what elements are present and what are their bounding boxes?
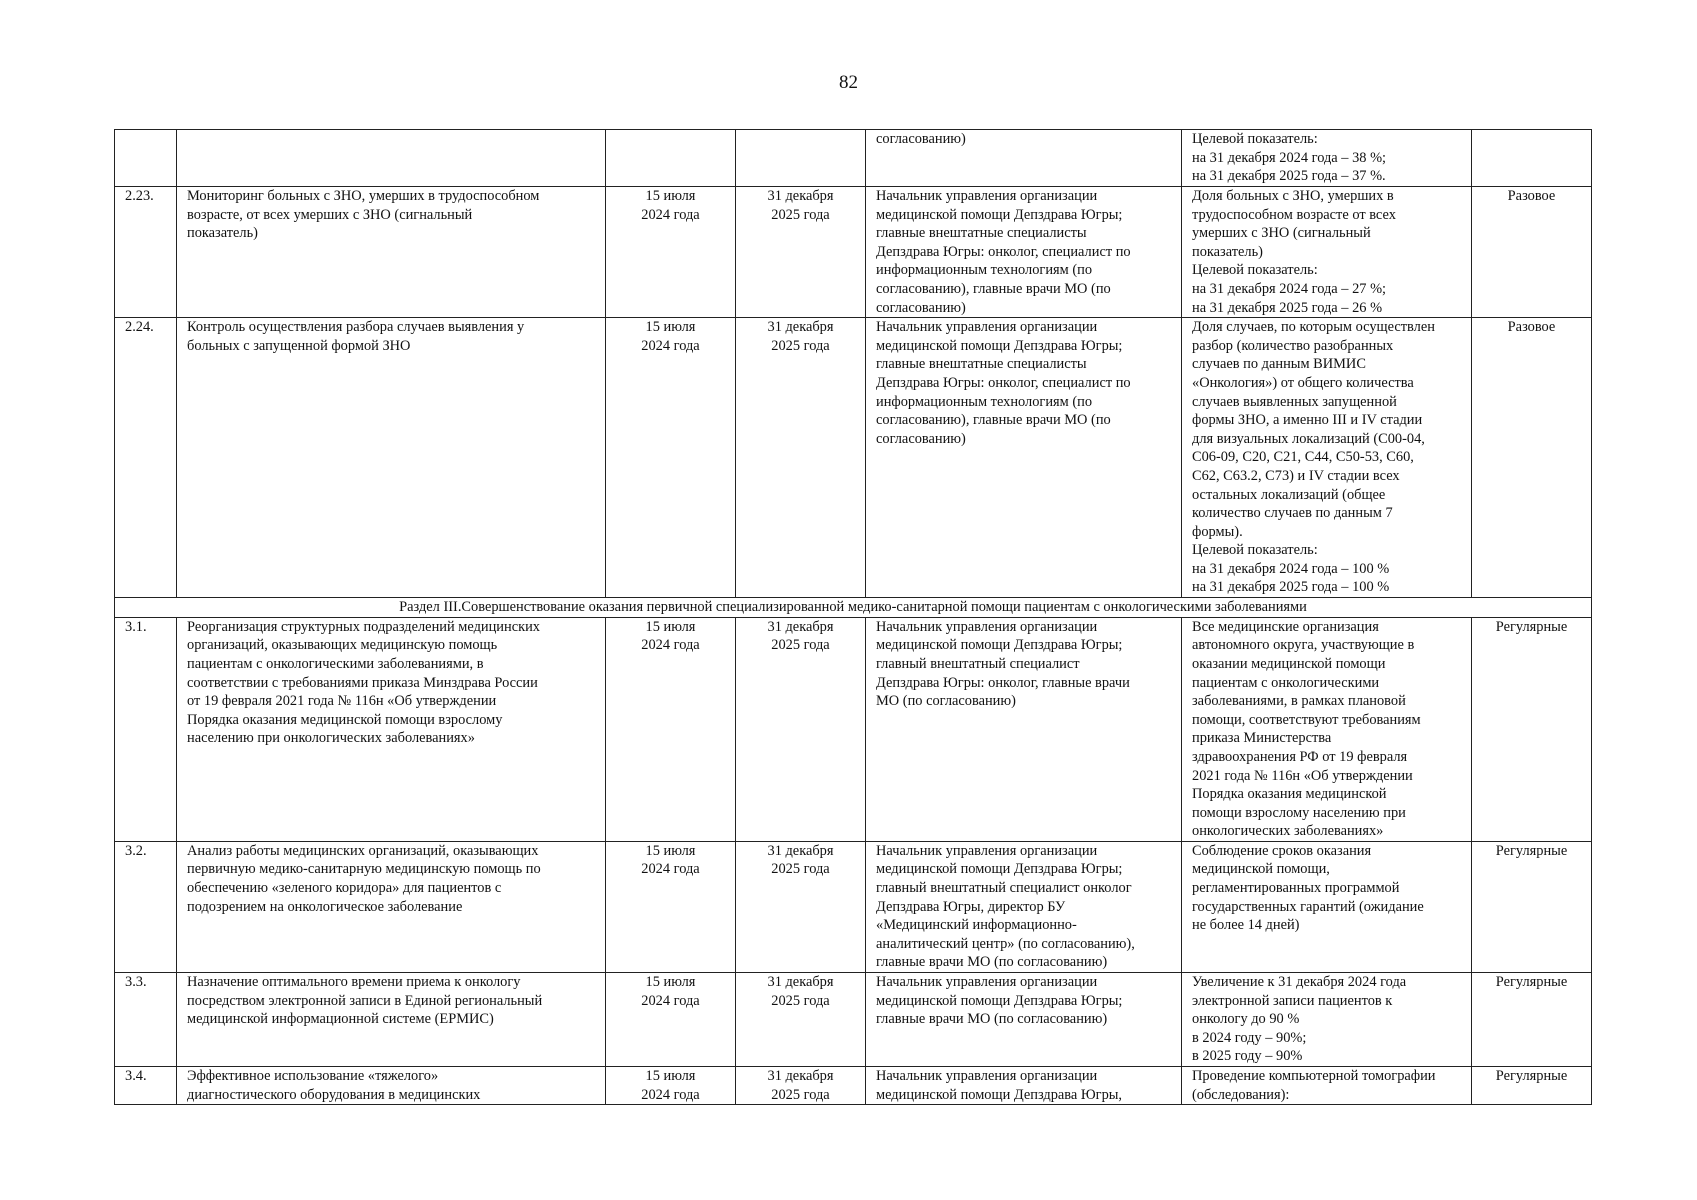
start-date-line: 2024 года bbox=[641, 206, 700, 223]
indicator-line: электронной записи пациентов к bbox=[1192, 992, 1393, 1009]
measure-type: Регулярные bbox=[1472, 973, 1592, 1067]
indicator-line: умерших с ЗНО (сигнальный bbox=[1192, 225, 1371, 242]
responsible-line: согласованию), главные врачи МО (по bbox=[876, 280, 1111, 297]
indicator-line: на 31 декабря 2024 года – 38 %; bbox=[1192, 149, 1387, 166]
measure-name-line: обеспечению «зеленого коридора» для пациентов с bbox=[187, 880, 502, 897]
start-date-line: 15 июля bbox=[645, 188, 696, 204]
indicator-line: Доля случаев, по которым осуществлен bbox=[1192, 319, 1435, 336]
responsible-line: информационным технологиям (по bbox=[876, 393, 1093, 410]
start-date-line: 2024 года bbox=[641, 1086, 700, 1103]
measure-name-line: возрасте, от всех умерших с ЗНО (сигнальный bbox=[187, 206, 473, 223]
indicator-line: Целевой показатель: bbox=[1192, 131, 1318, 147]
indicator-line: онкологу до 90 % bbox=[1192, 1011, 1300, 1028]
indicator-line: случаев выявленных запущенной bbox=[1192, 393, 1397, 410]
indicator-line: показатель) bbox=[1192, 243, 1263, 260]
responsible-line: «Медицинский информационно- bbox=[876, 917, 1077, 934]
section-row bbox=[115, 598, 1592, 618]
measure-name-line: пациентам с онкологическими заболеваниями, в bbox=[187, 655, 484, 672]
measure-name bbox=[177, 973, 606, 1067]
responsible-line: медицинской помощи Депздрава Югры; bbox=[876, 206, 1123, 223]
measure-type: Разовое bbox=[1472, 318, 1592, 598]
section-title: Раздел III.Совершенствование оказания первичной специализированной медико-санитарной помощи пациентам с онкологическими заболеваниями bbox=[115, 598, 1592, 618]
measure-type: Разовое bbox=[1472, 187, 1592, 318]
responsible bbox=[866, 1067, 1182, 1105]
indicator-line: на 31 декабря 2025 года – 37 %. bbox=[1192, 168, 1386, 185]
indicator bbox=[1182, 130, 1472, 187]
responsible-line: Начальник управления организации bbox=[876, 319, 1098, 336]
indicator-line: автономного округа, участвующие в bbox=[1192, 637, 1415, 654]
indicator-line: «Онкология») от общего количества bbox=[1192, 374, 1414, 391]
end-date-line: 31 декабря bbox=[767, 1068, 834, 1085]
indicator-line: Доля больных с ЗНО, умерших в bbox=[1192, 188, 1394, 204]
responsible-line: Начальник управления организации bbox=[876, 188, 1098, 204]
indicator bbox=[1182, 973, 1472, 1067]
responsible bbox=[866, 187, 1182, 318]
start-date-line: 15 июля bbox=[645, 319, 696, 336]
indicator-line: трудоспособном возрасте от всех bbox=[1192, 206, 1396, 223]
indicator-line: С06-09, С20, С21, С44, С50-53, С60, bbox=[1192, 449, 1414, 466]
indicator-line: здравоохранения РФ от 19 февраля bbox=[1192, 748, 1408, 765]
end-date bbox=[736, 130, 866, 187]
measure-name-line: подозрением на онкологическое заболевание bbox=[187, 898, 463, 915]
measure-name-line: первичную медико-санитарную медицинскую помощь по bbox=[187, 861, 541, 878]
measure-name-line: больных с запущенной формой ЗНО bbox=[187, 337, 411, 354]
end-date-line: 2025 года bbox=[771, 992, 830, 1009]
measure-name-line: организаций, оказывающих медицинскую помощь bbox=[187, 637, 498, 654]
measure-name bbox=[177, 1067, 606, 1105]
table-row bbox=[115, 187, 1592, 318]
measure-name-line: Порядка оказания медицинской помощи взрослому bbox=[187, 711, 503, 728]
responsible-line: Депздрава Югры: онколог, главные врачи bbox=[876, 674, 1130, 691]
measure-type: Регулярные bbox=[1472, 841, 1592, 972]
responsible-line: согласованию), главные врачи МО (по bbox=[876, 412, 1111, 429]
responsible-line: главные внештатные специалисты bbox=[876, 356, 1087, 373]
indicator-line: Целевой показатель: bbox=[1192, 542, 1318, 559]
start-date-line: 2024 года bbox=[641, 637, 700, 654]
responsible-line: согласованию) bbox=[876, 131, 966, 147]
start-date bbox=[606, 1067, 736, 1105]
end-date-line: 2025 года bbox=[771, 637, 830, 654]
responsible-line: Начальник управления организации bbox=[876, 618, 1098, 635]
responsible-line: Депздрава Югры: онколог, специалист по bbox=[876, 243, 1131, 260]
end-date bbox=[736, 318, 866, 598]
indicator-line: пациентам с онкологическими bbox=[1192, 674, 1380, 691]
measure-name-line: Назначение оптимального времени приема к онкологу bbox=[187, 974, 521, 991]
indicator-line: разбор (количество разобранных bbox=[1192, 337, 1394, 354]
row-number: 2.24. bbox=[115, 318, 177, 598]
indicator bbox=[1182, 187, 1472, 318]
indicator-line: в 2024 году – 90%; bbox=[1192, 1029, 1307, 1046]
responsible-line: медицинской помощи Депздрава Югры; bbox=[876, 992, 1123, 1009]
indicator-line: в 2025 году – 90% bbox=[1192, 1048, 1303, 1065]
indicator-line: для визуальных локализаций (С00-04, bbox=[1192, 430, 1425, 447]
row-number: 2.23. bbox=[115, 187, 177, 318]
indicator-line: не более 14 дней) bbox=[1192, 917, 1300, 934]
end-date-line: 2025 года bbox=[771, 337, 830, 354]
responsible bbox=[866, 318, 1182, 598]
measure-name-line: Эффективное использование «тяжелого» bbox=[187, 1068, 439, 1085]
indicator-line: Порядка оказания медицинской bbox=[1192, 786, 1387, 803]
responsible-line: главные врачи МО (по согласованию) bbox=[876, 954, 1108, 971]
responsible-line: аналитический центр» (по согласованию), bbox=[876, 935, 1135, 952]
indicator-line: случаев по данным ВИМИС bbox=[1192, 356, 1366, 373]
indicator-line: Целевой показатель: bbox=[1192, 262, 1318, 279]
measure-name bbox=[177, 187, 606, 318]
end-date-line: 2025 года bbox=[771, 206, 830, 223]
indicator-line: 2021 года № 116н «Об утверждении bbox=[1192, 767, 1413, 784]
indicator-line: Соблюдение сроков оказания bbox=[1192, 842, 1372, 859]
start-date-line: 2024 года bbox=[641, 337, 700, 354]
indicator-line: на 31 декабря 2025 года – 26 % bbox=[1192, 299, 1383, 316]
indicator-line: на 31 декабря 2024 года – 100 % bbox=[1192, 560, 1390, 577]
end-date-line: 31 декабря bbox=[767, 974, 834, 991]
measure-name-line: от 19 февраля 2021 года № 116н «Об утверждении bbox=[187, 693, 497, 710]
responsible-line: согласованию) bbox=[876, 430, 966, 447]
indicator-line: С62, С63.2, С73) и IV стадии всех bbox=[1192, 467, 1400, 484]
measure-name bbox=[177, 130, 606, 187]
end-date-line: 31 декабря bbox=[767, 188, 834, 204]
indicator-line: остальных локализаций (общее bbox=[1192, 486, 1386, 503]
indicator-line: Проведение компьютерной томографии bbox=[1192, 1068, 1436, 1085]
indicator-line: заболеваниями, в рамках плановой bbox=[1192, 693, 1406, 710]
indicator bbox=[1182, 318, 1472, 598]
indicator-line: приказа Министерства bbox=[1192, 730, 1332, 747]
measure-type bbox=[1472, 130, 1592, 187]
end-date bbox=[736, 973, 866, 1067]
end-date bbox=[736, 1067, 866, 1105]
row-number: 3.2. bbox=[115, 841, 177, 972]
responsible-line: Начальник управления организации bbox=[876, 1068, 1098, 1085]
start-date-line: 15 июля bbox=[645, 1068, 696, 1085]
indicator-line: формы). bbox=[1192, 523, 1243, 540]
indicator-line: оказании медицинской помощи bbox=[1192, 655, 1386, 672]
indicator-line: на 31 декабря 2024 года – 27 %; bbox=[1192, 280, 1387, 297]
responsible-line: информационным технологиям (по bbox=[876, 262, 1093, 279]
responsible bbox=[866, 617, 1182, 841]
table-row bbox=[115, 318, 1592, 598]
end-date bbox=[736, 841, 866, 972]
start-date-line: 15 июля bbox=[645, 842, 696, 859]
indicator bbox=[1182, 1067, 1472, 1105]
indicator-line: формы ЗНО, а именно III и IV стадии bbox=[1192, 412, 1423, 429]
start-date bbox=[606, 617, 736, 841]
measure-name-line: диагностического оборудования в медицинских bbox=[187, 1086, 481, 1103]
measures-table bbox=[114, 129, 1592, 1105]
responsible-line: главные врачи МО (по согласованию) bbox=[876, 1011, 1108, 1028]
table-row bbox=[115, 841, 1592, 972]
end-date-line: 2025 года bbox=[771, 861, 830, 878]
row-number: 3.3. bbox=[115, 973, 177, 1067]
indicator-line: на 31 декабря 2025 года – 100 % bbox=[1192, 579, 1390, 596]
indicator-line: помощи, соответствуют требованиям bbox=[1192, 711, 1421, 728]
indicator-line: (обследования): bbox=[1192, 1086, 1290, 1103]
responsible-line: главные внештатные специалисты bbox=[876, 225, 1087, 242]
responsible bbox=[866, 130, 1182, 187]
start-date bbox=[606, 187, 736, 318]
measure-name bbox=[177, 841, 606, 972]
indicator-line: медицинской помощи, bbox=[1192, 861, 1330, 878]
start-date bbox=[606, 841, 736, 972]
measure-name-line: посредством электронной записи в Единой региональный bbox=[187, 992, 543, 1009]
measure-name-line: Контроль осуществления разбора случаев выявления у bbox=[187, 319, 525, 336]
table-row bbox=[115, 1067, 1592, 1105]
start-date-line: 2024 года bbox=[641, 861, 700, 878]
indicator bbox=[1182, 841, 1472, 972]
indicator-line: Увеличение к 31 декабря 2024 года bbox=[1192, 974, 1407, 991]
start-date-line: 15 июля bbox=[645, 974, 696, 991]
table-row-continuation bbox=[115, 130, 1592, 187]
measure-name-line: медицинской информационной системе (ЕРМИС) bbox=[187, 1011, 494, 1028]
measure-name-line: Анализ работы медицинских организаций, оказывающих bbox=[187, 842, 539, 859]
responsible-line: Начальник управления организации bbox=[876, 974, 1098, 991]
indicator-line: помощи взрослому населению при bbox=[1192, 804, 1406, 821]
responsible-line: согласованию) bbox=[876, 299, 966, 316]
page-number: 82 bbox=[839, 72, 858, 93]
indicator bbox=[1182, 617, 1472, 841]
indicator-line: регламентированных программой bbox=[1192, 880, 1400, 897]
start-date bbox=[606, 130, 736, 187]
end-date-line: 2025 года bbox=[771, 1086, 830, 1103]
row-number bbox=[115, 130, 177, 187]
measure-name bbox=[177, 318, 606, 598]
responsible-line: медицинской помощи Депздрава Югры; bbox=[876, 337, 1123, 354]
responsible-line: медицинской помощи Депздрава Югры; bbox=[876, 861, 1123, 878]
row-number: 3.1. bbox=[115, 617, 177, 841]
responsible-line: главный внештатный специалист bbox=[876, 655, 1080, 672]
row-number: 3.4. bbox=[115, 1067, 177, 1105]
end-date-line: 31 декабря bbox=[767, 618, 834, 635]
responsible-line: главный внештатный специалист онколог bbox=[876, 880, 1132, 897]
indicator-line: государственных гарантий (ожидание bbox=[1192, 898, 1424, 915]
indicator-line: количество случаев по данным 7 bbox=[1192, 505, 1393, 522]
responsible-line: МО (по согласованию) bbox=[876, 693, 1016, 710]
table-row bbox=[115, 617, 1592, 841]
measure-type: Регулярные bbox=[1472, 617, 1592, 841]
end-date bbox=[736, 187, 866, 318]
measure-name-line: показатель) bbox=[187, 225, 258, 242]
end-date bbox=[736, 617, 866, 841]
end-date-line: 31 декабря bbox=[767, 319, 834, 336]
start-date-line: 15 июля bbox=[645, 618, 696, 635]
measure-name-line: населению при онкологических заболеваниях» bbox=[187, 730, 475, 747]
start-date-line: 2024 года bbox=[641, 992, 700, 1009]
indicator-line: онкологических заболеваниях» bbox=[1192, 823, 1384, 840]
measure-name bbox=[177, 617, 606, 841]
responsible-line: Начальник управления организации bbox=[876, 842, 1098, 859]
measure-name-line: соответствии с требованиями приказа Минздрава России bbox=[187, 674, 538, 691]
responsible-line: медицинской помощи Депздрава Югры, bbox=[876, 1086, 1123, 1103]
end-date-line: 31 декабря bbox=[767, 842, 834, 859]
responsible-line: Депздрава Югры, директор БУ bbox=[876, 898, 1066, 915]
responsible bbox=[866, 841, 1182, 972]
responsible-line: Депздрава Югры: онколог, специалист по bbox=[876, 374, 1131, 391]
responsible-line: медицинской помощи Депздрава Югры; bbox=[876, 637, 1123, 654]
start-date bbox=[606, 318, 736, 598]
start-date bbox=[606, 973, 736, 1067]
measure-name-line: Мониторинг больных с ЗНО, умерших в трудоспособном bbox=[187, 188, 540, 204]
measure-type: Регулярные bbox=[1472, 1067, 1592, 1105]
table-row bbox=[115, 973, 1592, 1067]
indicator-line: Все медицинские организация bbox=[1192, 618, 1379, 635]
measure-name-line: Реорганизация структурных подразделений медицинских bbox=[187, 618, 540, 635]
responsible bbox=[866, 973, 1182, 1067]
